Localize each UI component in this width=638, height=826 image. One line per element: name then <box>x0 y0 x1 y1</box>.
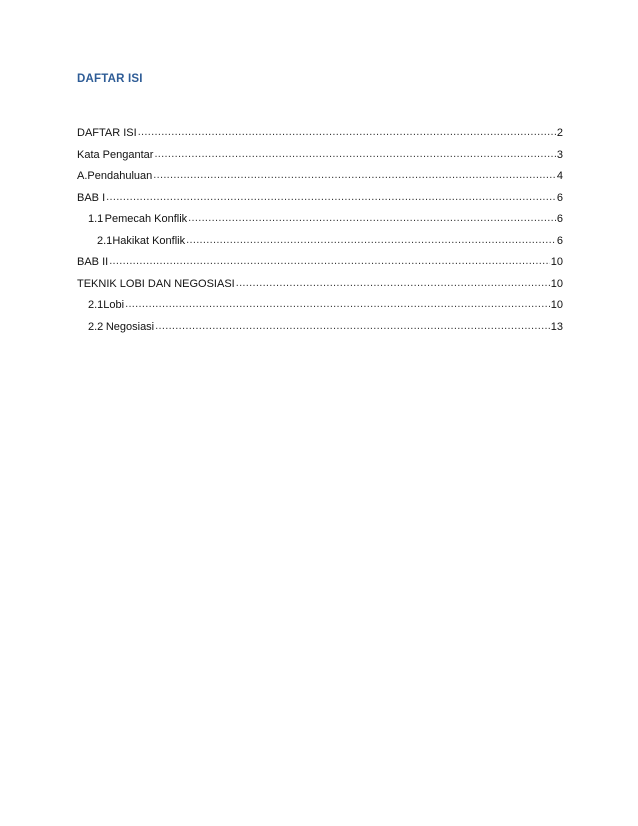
toc-entry-title: BAB II <box>77 256 109 268</box>
toc-entry-lobi[interactable] <box>77 295 563 317</box>
toc-list <box>77 123 563 338</box>
toc-dot-leader <box>186 230 556 252</box>
toc-entry-title: Hakikat Konflik <box>112 234 186 247</box>
toc-entry-pemecah-konflik[interactable] <box>77 209 563 231</box>
toc-entry-bab-i[interactable] <box>77 188 563 210</box>
toc-dot-leader <box>155 316 550 338</box>
toc-dot-leader <box>153 165 556 187</box>
toc-entry-kata-pengantar[interactable] <box>77 145 563 167</box>
toc-entry-number: A. <box>77 170 88 182</box>
toc-entry-page: 13 <box>550 320 563 333</box>
toc-entry-page: 6 <box>556 191 563 204</box>
toc-entry-title: Kata Pengantar <box>77 148 154 161</box>
toc-entry-negosiasi[interactable] <box>77 317 563 339</box>
toc-entry-bab-ii[interactable] <box>77 252 563 274</box>
toc-entry-page: 6 <box>556 234 563 247</box>
toc-entry-title: TEKNIK LOBI DAN NEGOSIASI <box>77 277 235 290</box>
toc-entry-page: 10 <box>550 299 563 311</box>
toc-entry-daftar-isi[interactable] <box>77 123 563 145</box>
toc-entry-page: 10 <box>550 256 563 268</box>
toc-entry-title: DAFTAR ISI <box>77 127 137 139</box>
toc-entry-page: 10 <box>550 277 563 290</box>
toc-entry-title: Negosiasi <box>105 320 155 333</box>
toc-entry-title: Lobi <box>103 299 125 311</box>
toc-entry-page: 6 <box>556 213 563 225</box>
toc-entry-title: Pendahuluan <box>87 170 153 182</box>
toc-entry-page: 4 <box>556 170 563 182</box>
toc-dot-leader <box>106 187 556 209</box>
toc-entry-page: 3 <box>556 148 563 161</box>
toc-entry-number: 2.1 <box>97 234 113 247</box>
toc-dot-leader <box>236 273 550 295</box>
toc-dot-leader <box>188 208 556 230</box>
toc-entry-title: BAB I <box>77 191 106 204</box>
toc-dot-leader <box>109 251 550 273</box>
toc-entry-number: 2.1 <box>88 299 104 311</box>
toc-entry-pendahuluan[interactable] <box>77 166 563 188</box>
toc-entry-hakikat-konflik[interactable] <box>77 231 563 253</box>
toc-dot-leader <box>125 294 550 316</box>
toc-dot-leader <box>154 144 555 166</box>
toc-heading: DAFTAR ISI <box>77 73 143 85</box>
toc-entry-teknik-lobi[interactable] <box>77 274 563 296</box>
toc-entry-number: 2.2 <box>88 320 104 333</box>
toc-entry-number: 1.1 <box>88 213 104 225</box>
toc-entry-title: Pemecah Konflik <box>104 213 188 225</box>
toc-dot-leader <box>138 122 556 144</box>
toc-entry-page: 2 <box>556 127 563 139</box>
